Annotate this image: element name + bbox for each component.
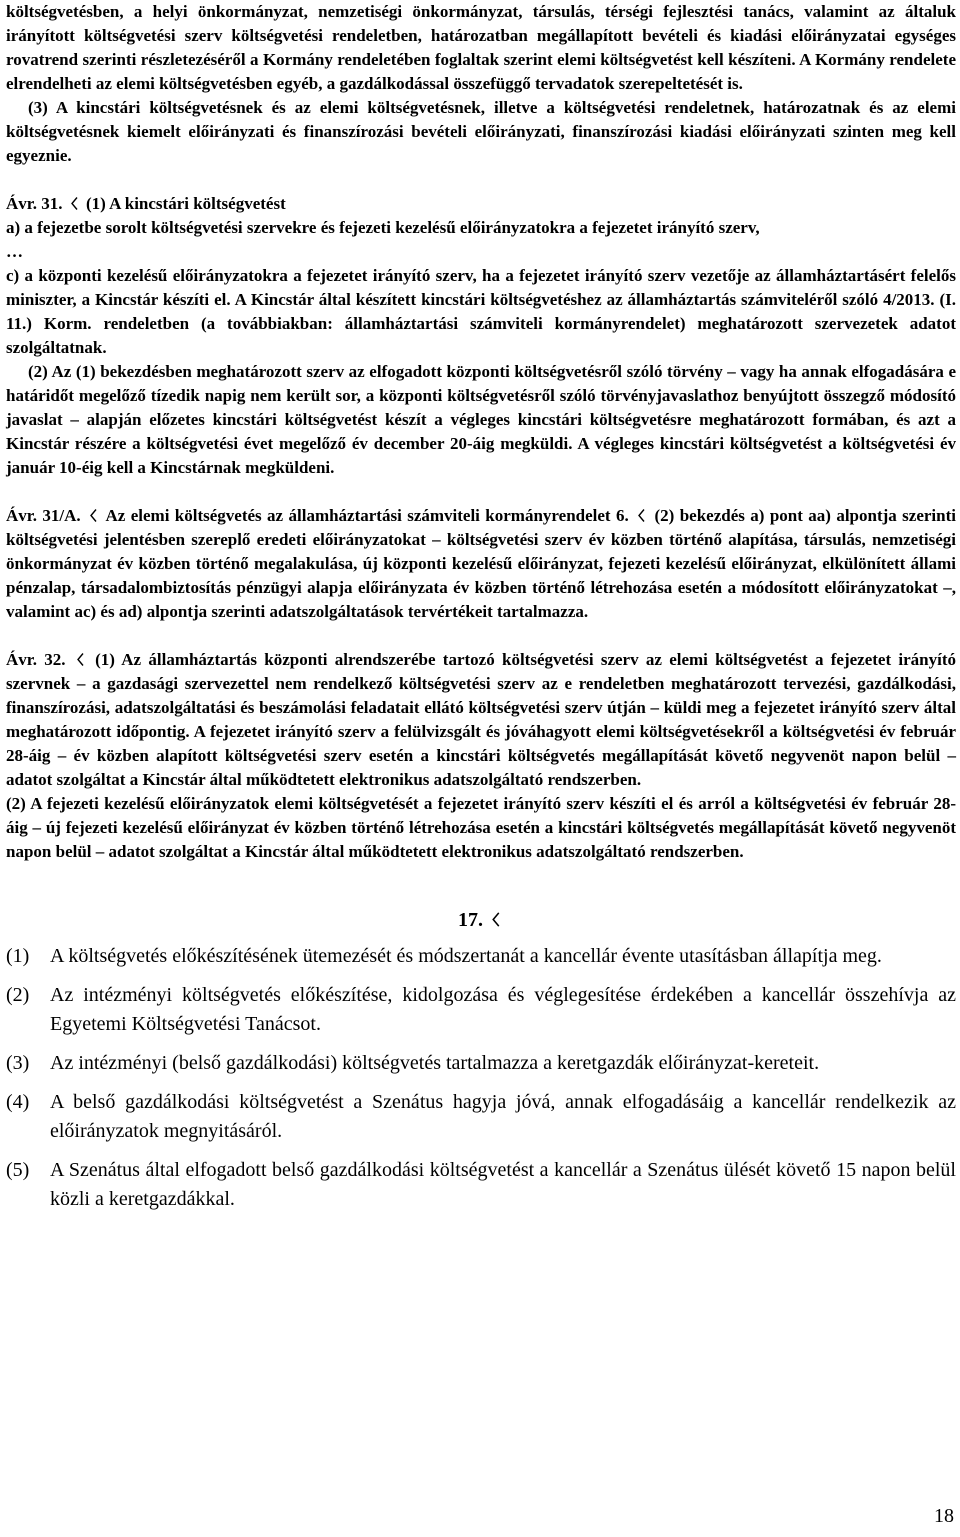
section-link-icon[interactable] xyxy=(70,197,79,210)
avr-32-block xyxy=(6,648,956,864)
avr-31a-text-a: Az elemi költségvetés az államháztartási számviteli kormányrendelet 6. xyxy=(105,506,629,525)
avr-31-paragraph-2: (2) Az (1) bekezdésben meghatározott szerv az elfogadott központi költségvetésről szóló törvény – vagy ha annak elfogadására e határidőt megelőző tízedik napig nem került sor, a központi költségvetésről szóló törvényjavaslathoz benyújtott összegző módosító javaslat – alapján előzetes kincstári költségvetést készít a végleges kincstári költségvetésre meghatározott formában, és azt a Kincstár részére a költségvetési évet megelőző év december 20-áig megküldi. A végleges kincstári költségvetést a költségvetési év január 10-éig kell a Kincstárnak megküldeni. xyxy=(6,362,956,477)
avr-32-ref: Ávr. 32. xyxy=(6,650,66,669)
avr-31-ellipsis: … xyxy=(6,242,23,261)
list-item-number: (5) xyxy=(6,1159,30,1181)
section-link-icon[interactable] xyxy=(491,912,501,927)
section-17-number: 17. xyxy=(458,909,483,931)
section-link-icon[interactable] xyxy=(89,509,98,522)
avr-31-item-c: c) a központi kezelésű előirányzatokra a fejezetet irányító szerv, ha a fejezetet irányító szerv vezetője az államháztartásért felelős miniszter, a Kincstár készíti el. A Kincstár által készített kincstári költségvetéshez az államháztartás számviteléről szóló 4/2013. (I. 11.) Korm. rendeletben (a továbbiakban: államháztartási számviteli kormányrendelet) meghatározott szervezetek adatot szolgáltatnak. xyxy=(6,266,956,357)
avr-31a-ref: Ávr. 31/A. xyxy=(6,506,81,525)
avr-32-p1: (1) Az államháztartás központi alrendszerébe tartozó költségvetési szerv az elemi költségvetést a fejezetet irányító szervnek – a gazdasági szervezettel nem rendelkező költségvetési szerv az e rendeletben meghatározott tervezési, gazdálkodási, finanszírozási, adatszolgáltatási és beszámolási feladatait ellátó költségvetési szerv útján – küldi meg a fejezetet irányító szerv által meghatározott időpontig. A fejezetet irányító szerv a felülvizsgált és jóváhagyott elemi költségvetésekről a költségvetési év február 28-áig – év közben alapított költségvetési szerv esetén a kincstári költségvetés megállapítását követő negyvenöt napon belül – adatot szolgáltat a Kincstár által működtetett elektronikus adatszolgáltató rendszerben. xyxy=(6,650,957,789)
list-item-number: (4) xyxy=(6,1091,30,1113)
list-item-number: (2) xyxy=(6,984,30,1006)
avr-31-p1: (1) A kincstári költségvetést xyxy=(86,194,286,213)
avr-32-paragraph-2: (2) A fejezeti kezelésű előirányzatok elemi költségvetését a fejezetet irányító szerv készíti el és arról a költségvetési év február 28-áig – új fejezeti kezelésű előirányzat év közben történő létrehozása esetén a kincstári költségvetés megállapítását követő negyvenöt napon belül – adatot szolgáltat a Kincstár által működtetett elektronikus adatszolgáltató rendszerben. xyxy=(6,794,956,861)
list-item-text: Az intézményi költségvetés előkészítése, kidolgozása és véglegesítése érdekében a kancellár összehívja az Egyetemi Költségvetési Tanácsot. xyxy=(50,984,956,1035)
avr-31a-paragraph xyxy=(6,504,956,624)
section-17-heading xyxy=(6,906,956,934)
block-continuation xyxy=(6,0,956,168)
avr-31-block xyxy=(6,192,956,480)
list-item-text: A Szenátus által elfogadott belső gazdálkodási költségvetést a kancellár a Szenátus ülését követő 15 napon belül közli a keretgazdákkal. xyxy=(50,1159,956,1210)
section-17-list xyxy=(6,942,956,1214)
page-number: 18 xyxy=(934,1505,954,1527)
avr-31a-block xyxy=(6,504,956,624)
avr-31-item-a: a) a fejezetbe sorolt költségvetési szervekre és fejezeti kezelésű előirányzatokra a fejezetet irányító szerv, xyxy=(6,218,760,237)
section-link-icon[interactable] xyxy=(76,653,85,666)
document-page xyxy=(6,0,956,1224)
list-item xyxy=(6,1049,956,1078)
list-item xyxy=(6,942,956,971)
list-item-text: A költségvetés előkészítésének ütemezését és módszertanát a kancellár évente utasításban állapítja meg. xyxy=(50,945,882,967)
avr-31a-text-b: (2) bekezdés a) pont aa) alpontja szerinti költségvetési jelentésben szereplő eredeti előirányzatokat – költségvetési szerv év közben történő alapítása, társulás, nemzetiségi önkormányzat év közben történő megalakulása, új központi kezelésű előirányzat, fejezeti kezelésű előirányzat, elkülönített állami pénzalap, társadalombiztosítás pénzügyi alapja előirányzata év közben történő létrehozása esetén a módosított előirányzatokat –, valamint ac) és ad) alpontja szerinti adatszolgáltatások tervértékeit tartalmazza. xyxy=(6,506,956,621)
list-item-text: Az intézményi (belső gazdálkodási) költségvetés tartalmazza a keretgazdák előirányzat-kereteit. xyxy=(50,1052,820,1074)
avr-32-paragraph-1 xyxy=(6,648,956,792)
avr-31-heading-line xyxy=(6,192,956,216)
list-item-text: A belső gazdálkodási költségvetést a Szenátus hagyja jóvá, annak elfogadásáig a kancellár rendelkezik az előirányzatok megnyitásáról. xyxy=(50,1091,956,1142)
list-item xyxy=(6,1156,956,1214)
list-item xyxy=(6,981,956,1039)
list-item-number: (3) xyxy=(6,1052,30,1074)
list-item-number: (1) xyxy=(6,945,30,967)
section-link-icon[interactable] xyxy=(637,509,646,522)
avr-31-ref: Ávr. 31. xyxy=(6,194,63,213)
paragraph-continuation: költségvetésben, a helyi önkormányzat, nemzetiségi önkormányzat, társulás, térségi fejlesztési tanács, valamint az általuk irányított költségvetési szerv költségvetési rendeletben, határozatban megállapított bevételi és kiadási előirányzatai egységes rovatrend szerinti részletezéséről a Kormány rendeletében foglaltak szerint elemi költségvetést kell készíteni. A Kormány rendelete elrendelheti az elemi költségvetésben egyéb, a gazdálkodással összefüggő tervadatok szerepeltetését is. xyxy=(6,2,956,93)
paragraph-3: (3) A kincstári költségvetésnek és az elemi költségvetésnek, illetve a költségvetési rendeletnek, határozatnak és az elemi költségvetésnek kiemelt előirányzati és finanszírozási bevételi előirányzati, finanszírozási kiadási előirányzati szinten meg kell egyeznie. xyxy=(6,98,956,165)
list-item xyxy=(6,1088,956,1146)
